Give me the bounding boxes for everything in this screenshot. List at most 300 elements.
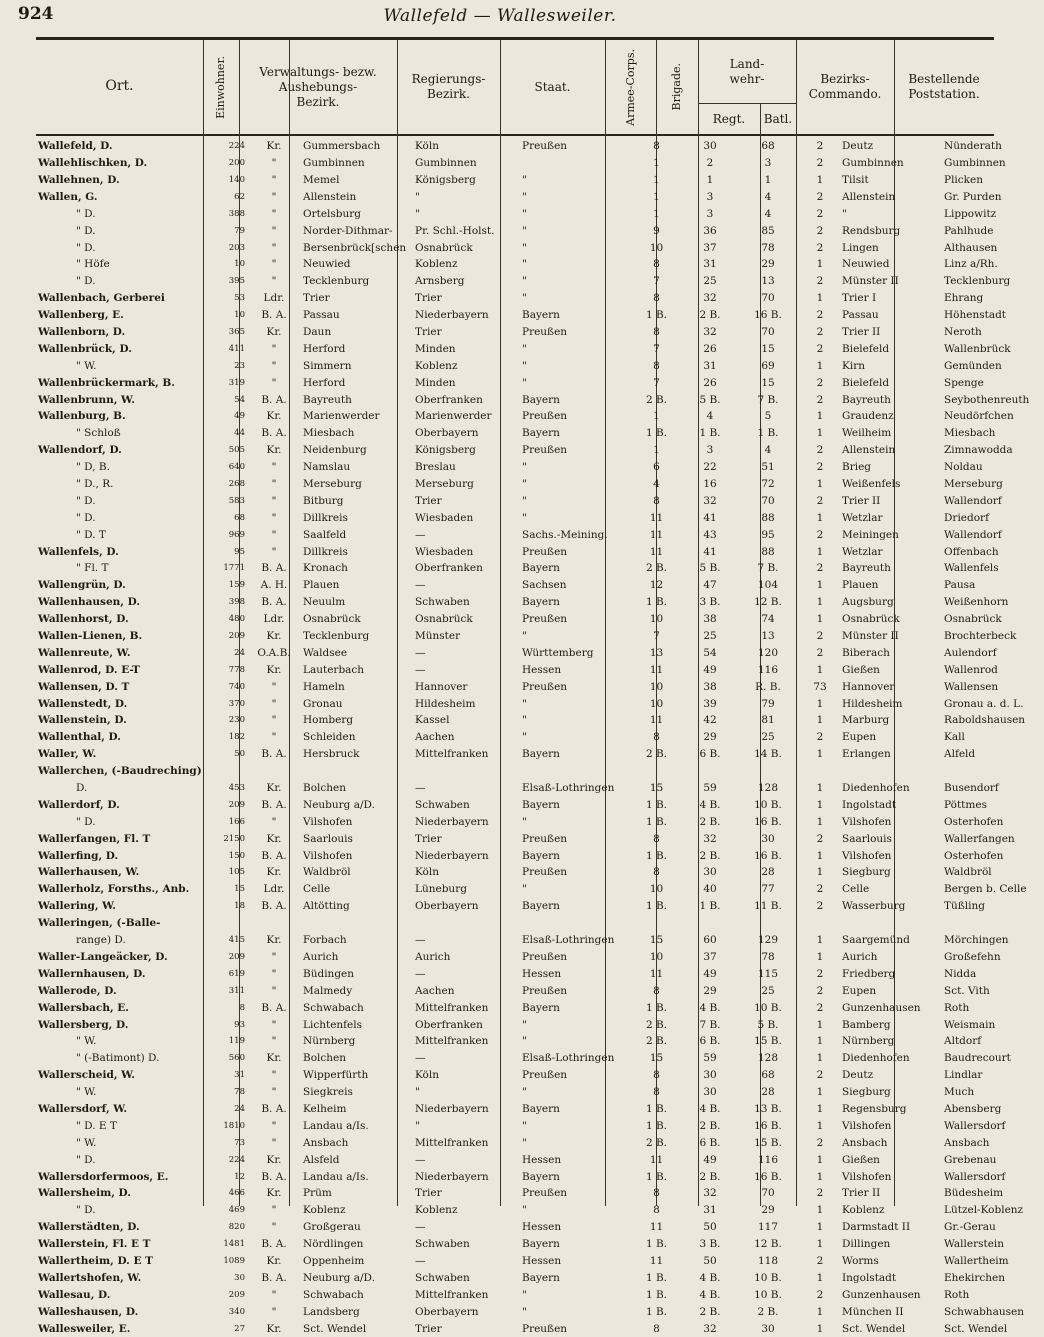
regierungsbezirk-cell: — <box>415 663 426 676</box>
population-cell: 583 <box>228 495 245 506</box>
regierungsbezirk-cell: — <box>415 967 426 980</box>
army-corps-cell: 11 <box>649 967 664 980</box>
table-row <box>36 459 1044 476</box>
place-name-cell: Wallenburg, B. <box>38 410 126 423</box>
landwehr-regiment-cell: 70 <box>761 494 775 507</box>
col-header-einwohner-label: Einwohner. <box>214 55 228 119</box>
table-row <box>36 611 1044 628</box>
table-row <box>36 746 1044 763</box>
place-name-cell: Wallenrod, D. E-T <box>38 663 140 676</box>
landwehr-regiment-cell: 78 <box>761 241 775 254</box>
table-row <box>36 915 1044 932</box>
post-station-cell: Tecklenburg <box>944 275 1011 288</box>
table-row <box>36 763 1044 780</box>
post-station-cell: Abensberg <box>944 1102 1002 1115</box>
brigade-cell: 4 B. <box>699 1102 721 1115</box>
battalion-cell: 1 <box>816 1271 824 1284</box>
district-cell: Großgerau <box>303 1221 361 1234</box>
battalion-cell: 73 <box>813 680 827 693</box>
post-station-cell: Gemünden <box>944 359 1002 372</box>
admin-type-cell: B. A. <box>261 1170 287 1183</box>
admin-type-cell: B. A. <box>261 596 287 609</box>
battalion-cell: 2 <box>816 1136 824 1149</box>
battalion-cell: 1 <box>816 697 824 710</box>
army-corps-cell: 8 <box>653 359 660 372</box>
army-corps-cell: 12 <box>649 579 664 592</box>
district-cell: Tecklenburg <box>303 275 370 288</box>
district-cell: Gronau <box>303 697 343 710</box>
army-corps-cell: 8 <box>653 292 660 305</box>
population-cell: 49 <box>234 411 245 422</box>
place-name-cell: " Fl. T <box>76 562 109 575</box>
admin-type-cell: " <box>271 478 277 490</box>
district-cell: Landsberg <box>303 1305 360 1318</box>
post-station-cell: Offenbach <box>944 545 999 558</box>
table-row <box>36 628 1044 645</box>
post-station-cell: Sct. Vith <box>944 984 990 997</box>
table-row <box>36 1202 1044 1219</box>
place-name-cell: Wallenborn, D. <box>38 325 126 338</box>
landwehr-regiment-cell: 10 B. <box>754 1288 782 1301</box>
table-row <box>36 408 1044 425</box>
district-command-cell: Saarlouis <box>842 832 892 845</box>
landwehr-regiment-cell: 13 B. <box>754 1102 782 1115</box>
population-cell: 119 <box>228 1036 245 1047</box>
table-row <box>36 442 1044 459</box>
landwehr-regiment-cell: 15 B. <box>754 1136 782 1149</box>
landwehr-regiment-cell: 79 <box>761 697 775 710</box>
state-cell: " <box>522 190 527 203</box>
place-name-cell: Wallenhorst, D. <box>38 613 129 626</box>
landwehr-regiment-cell: 16 B. <box>754 849 782 862</box>
regierungsbezirk-cell: Koblenz <box>415 1204 458 1217</box>
army-corps-cell: 11 <box>649 1221 664 1234</box>
battalion-cell: 2 <box>816 309 824 322</box>
district-command-cell: München II <box>842 1305 904 1318</box>
header-rule <box>36 134 994 136</box>
population-cell: 411 <box>228 343 245 354</box>
admin-type-cell: O.A.B. <box>257 646 291 659</box>
army-corps-cell: 2 B. <box>645 748 668 761</box>
table-row <box>36 1253 1044 1270</box>
district-command-cell: Gießen <box>842 1153 880 1166</box>
army-corps-cell: 11 <box>649 714 664 727</box>
landwehr-regiment-cell: 85 <box>761 224 775 237</box>
population-cell: 30 <box>234 1272 245 1283</box>
post-station-cell: Seybothenreuth <box>944 393 1030 406</box>
army-corps-cell: 9 <box>653 224 660 237</box>
population-cell: 820 <box>228 1222 245 1233</box>
district-command-cell: " <box>842 207 847 220</box>
district-command-cell: Trier I <box>842 292 877 305</box>
admin-type-cell <box>247 915 301 932</box>
district-command-cell: Gunzenhausen <box>842 1001 921 1014</box>
battalion-cell: 1 <box>816 950 824 963</box>
landwehr-regiment-cell: 12 B. <box>754 1238 782 1251</box>
place-name-cell: " W. <box>76 1086 97 1099</box>
place-name-cell: Wallehlischken, D. <box>38 157 148 170</box>
admin-type-cell: Kr. <box>266 1153 282 1166</box>
post-station-cell: Wallersdorf <box>944 1170 1006 1183</box>
population-cell: 12 <box>234 1171 245 1182</box>
district-command-cell <box>840 763 942 780</box>
brigade-cell: 38 <box>703 680 717 693</box>
table-row <box>36 560 1044 577</box>
population-cell: 24 <box>234 1103 245 1114</box>
battalion-cell: 1 <box>816 782 824 795</box>
regierungsbezirk-cell: — <box>415 528 426 541</box>
army-corps-cell: 10 <box>649 613 664 626</box>
district-cell: Bolchen <box>303 782 347 795</box>
battalion-cell: 2 <box>816 646 824 659</box>
landwehr-regiment-cell: 4 <box>764 190 772 203</box>
admin-type-cell: " <box>271 714 277 727</box>
district-command-cell: Deutz <box>842 1069 874 1082</box>
battalion-cell: 1 <box>816 410 824 423</box>
army-corps-cell: 1 B. <box>645 596 668 609</box>
district-cell: Bolchen <box>303 1052 347 1065</box>
place-name-cell: Wallenhausen, D. <box>38 596 140 609</box>
district-command-cell: Trier II <box>842 1187 881 1200</box>
regierungsbezirk-cell: Schwaben <box>415 798 470 811</box>
district-command-cell: Augsburg <box>842 596 894 609</box>
population-cell: 50 <box>234 749 245 760</box>
population-cell: 340 <box>228 1306 245 1317</box>
regierungsbezirk-cell <box>413 915 520 932</box>
brigade-cell: 49 <box>703 663 717 676</box>
regierungsbezirk-cell: Wiesbaden <box>415 511 474 524</box>
district-command-cell: Siegburg <box>842 866 891 879</box>
table-row <box>36 679 1044 696</box>
place-name-cell: Wallesweiler, E. <box>38 1322 131 1335</box>
place-name-cell: " D. <box>76 224 96 237</box>
brigade-cell: 4 B. <box>699 1271 721 1284</box>
regierungsbezirk-cell: Trier <box>415 1187 442 1200</box>
col-header-armee-label: Armee-Corps. <box>623 48 637 126</box>
regierungsbezirk-cell: Mittelfranken <box>415 1288 489 1301</box>
place-name-cell: Wallerscheid, W. <box>38 1069 135 1082</box>
place-name-cell: " D. <box>76 207 96 220</box>
battalion-cell: 1 <box>816 545 824 558</box>
army-corps-cell: 15 <box>649 782 664 795</box>
district-command-cell: Bayreuth <box>842 562 891 575</box>
state-cell: Bayern <box>522 849 560 862</box>
place-name-cell: Wallerfangen, Fl. T <box>38 832 151 845</box>
place-name-cell: Wallersberg, D. <box>38 1018 129 1031</box>
population-cell: 560 <box>228 1053 245 1064</box>
district-command-cell: Hildesheim <box>842 697 903 710</box>
district-cell: Simmern <box>303 359 352 372</box>
col-header-brigade <box>656 40 698 134</box>
table-row <box>36 358 1044 375</box>
district-command-cell: Aurich <box>842 950 878 963</box>
place-name-cell: Waller-Langeäcker, D. <box>38 950 168 963</box>
place-name-cell: Wallenbach, Gerberei <box>38 292 165 305</box>
regierungsbezirk-cell: Niederbayern <box>415 849 489 862</box>
state-cell: Bayern <box>522 1271 560 1284</box>
admin-type-cell: " <box>271 1018 277 1031</box>
place-name-cell: Wallersbach, E. <box>38 1001 129 1014</box>
district-cell: Vilshofen <box>303 849 353 862</box>
army-corps-cell: 15 <box>649 1052 664 1065</box>
table-row <box>36 831 1044 848</box>
district-command-cell: Ingolstadt <box>842 1271 897 1284</box>
regierungsbezirk-cell: Breslau <box>415 461 456 474</box>
admin-type-cell: Kr. <box>266 1187 282 1200</box>
army-corps-cell: 8 <box>653 1204 660 1217</box>
landwehr-regiment-cell: 3 <box>764 157 772 170</box>
table-row <box>36 1287 1044 1304</box>
population-cell: 140 <box>228 174 245 185</box>
brigade-cell: 1 B. <box>699 900 721 913</box>
population-cell: 27 <box>234 1323 245 1334</box>
district-command-cell: Münster II <box>842 630 899 643</box>
landwehr-regiment-cell: 10 B. <box>754 1271 782 1284</box>
army-corps-cell: 2 B. <box>645 1035 668 1048</box>
district-cell: Neuburg a/D. <box>303 798 375 811</box>
place-name-cell: Wallen, G. <box>38 190 98 203</box>
army-corps-cell: 10 <box>649 950 664 963</box>
regierungsbezirk-cell: Oberbayern <box>415 427 479 440</box>
population-cell: 1481 <box>223 1239 245 1250</box>
post-station-cell: Lindlar <box>944 1069 983 1082</box>
brigade-cell: 50 <box>703 1221 717 1234</box>
state-cell: " <box>522 292 527 305</box>
post-station-cell: Lützel-Koblenz <box>944 1204 1024 1217</box>
state-cell: Preußen <box>522 680 568 693</box>
state-cell: Preußen <box>522 325 568 338</box>
battalion-cell: 2 <box>816 1187 824 1200</box>
district-cell: Merseburg <box>303 478 362 490</box>
brigade-cell: 25 <box>703 275 717 288</box>
landwehr-regiment-cell: 95 <box>761 528 775 541</box>
admin-type-cell: Kr. <box>266 1052 282 1065</box>
army-corps-cell: 11 <box>649 511 664 524</box>
place-name-cell: Wallenreute, W. <box>38 646 131 659</box>
district-command-cell: Neuwied <box>842 258 890 271</box>
battalion-cell: 1 <box>816 934 824 947</box>
place-name-cell: Wallengrün, D. <box>38 579 126 592</box>
col-header-regt: Regt. <box>712 111 746 126</box>
col-header-landwehr: Land- wehr- <box>729 56 765 86</box>
admin-type-cell: B. A. <box>261 748 287 761</box>
army-corps-cell: 8 <box>653 1322 660 1335</box>
brigade-cell: 7 B. <box>699 1018 721 1031</box>
district-cell: Nördlingen <box>303 1238 364 1251</box>
district-command-cell: Passau <box>842 309 879 322</box>
district-command-cell: Weilheim <box>842 427 892 440</box>
district-command-cell: Koblenz <box>842 1204 885 1217</box>
place-name-cell: " D. <box>76 494 96 507</box>
army-corps-cell: 7 <box>653 376 660 389</box>
state-cell: Preußen <box>522 866 568 879</box>
district-command-cell: Hannover <box>842 680 895 693</box>
district-command-cell: Ingolstadt <box>842 798 897 811</box>
place-name-cell: Wallerstädten, D. <box>38 1221 140 1234</box>
admin-type-cell: Kr. <box>266 866 282 879</box>
population-cell: 388 <box>228 208 245 219</box>
district-cell: Kronach <box>303 562 348 575</box>
landwehr-regiment-cell: 128 <box>757 1052 779 1065</box>
landwehr-regiment-cell: 30 <box>761 832 775 845</box>
landwehr-regiment-cell: 68 <box>761 140 775 153</box>
population-cell: 619 <box>228 968 245 979</box>
regierungsbezirk-cell: Kassel <box>415 714 450 727</box>
table-row <box>36 864 1044 881</box>
landwehr-regiment-cell: 11 B. <box>754 900 782 913</box>
landwehr-regiment-cell: 78 <box>761 950 775 963</box>
place-name-cell: Wallenstein, D. <box>38 714 127 727</box>
district-command-cell: Saargemünd <box>842 934 910 947</box>
state-cell: " <box>522 342 527 355</box>
admin-type-cell: Kr. <box>266 444 282 457</box>
population-cell: 10 <box>234 259 245 270</box>
post-station-cell: Wallendorf <box>944 528 1002 541</box>
table-row <box>36 847 1044 864</box>
army-corps-cell: 10 <box>649 680 664 693</box>
post-station-cell: Wallensen <box>944 680 999 693</box>
population-cell: 224 <box>228 141 245 152</box>
brigade-cell: 4 <box>706 410 714 423</box>
population-cell: 395 <box>228 276 245 287</box>
admin-type-cell: " <box>271 258 277 271</box>
admin-type-cell: Kr. <box>266 934 282 947</box>
admin-type-cell: " <box>271 157 277 170</box>
population-cell: 23 <box>234 360 245 371</box>
landwehr-regiment-cell: 5 B. <box>757 1018 779 1031</box>
army-corps-cell: 6 <box>653 461 660 474</box>
population-cell: 505 <box>228 445 245 456</box>
regierungsbezirk-cell: " <box>415 190 420 203</box>
post-station-cell: Pausa <box>944 579 976 592</box>
landwehr-regiment-cell <box>736 915 800 932</box>
regierungsbezirk-cell: — <box>415 1254 426 1267</box>
district-cell: Dillkreis <box>303 511 348 524</box>
battalion-cell: 2 <box>816 376 824 389</box>
regierungsbezirk-cell: " <box>415 1086 420 1099</box>
table-row <box>36 932 1044 949</box>
battalion-cell: 2 <box>816 224 824 237</box>
army-corps-cell: 1 B. <box>645 798 668 811</box>
battalion-cell: 1 <box>816 1052 824 1065</box>
brigade-cell <box>684 763 736 780</box>
table-row <box>36 155 1044 172</box>
army-corps-cell: 1 B. <box>645 815 668 828</box>
army-corps-cell: 10 <box>649 697 664 710</box>
regierungsbezirk-cell: Wiesbaden <box>415 545 474 558</box>
population-cell: 150 <box>228 850 245 861</box>
population-cell: 15 <box>234 884 245 895</box>
brigade-cell: 36 <box>703 224 717 237</box>
col-header-ort: Ort. <box>105 78 134 95</box>
brigade-cell: 31 <box>703 1204 717 1217</box>
state-cell <box>520 915 629 932</box>
place-name-cell: Wallertshofen, W. <box>38 1271 142 1284</box>
brigade-cell: 4 B. <box>699 798 721 811</box>
place-name-cell: D. <box>76 782 88 795</box>
army-corps-cell: 1 B. <box>645 1102 668 1115</box>
population-cell: 268 <box>228 479 245 489</box>
state-cell: " <box>522 1119 527 1132</box>
battalion-cell: 2 <box>816 832 824 845</box>
admin-type-cell: " <box>271 376 277 389</box>
post-station-cell: Neudörfchen <box>944 410 1014 423</box>
district-cell: Koblenz <box>303 1204 346 1217</box>
battalion-cell: 1 <box>816 748 824 761</box>
population-cell: 466 <box>228 1188 245 1199</box>
state-cell: " <box>522 1305 527 1318</box>
regierungsbezirk-cell: Niederbayern <box>415 309 489 322</box>
district-command-cell: Friedberg <box>842 967 896 980</box>
army-corps-cell: 7 <box>653 630 660 643</box>
brigade-cell: 54 <box>703 646 717 659</box>
table-row <box>36 1270 1044 1287</box>
battalion-cell: 2 <box>816 444 824 457</box>
regierungsbezirk-cell: Niederbayern <box>415 1170 489 1183</box>
post-station-cell: Schwabhausen <box>944 1305 1024 1318</box>
col-header-brigade-label: Brigade. <box>670 63 684 111</box>
district-command-cell: Bamberg <box>842 1018 891 1031</box>
admin-type-cell: " <box>271 342 277 355</box>
place-name-cell: Walleringen, (-Balle- <box>38 917 161 930</box>
district-cell: Memel <box>303 173 340 186</box>
post-station-cell: Wallenrod <box>944 663 998 676</box>
state-cell: Elsaß-Lothringen <box>522 782 615 795</box>
district-cell: Schleiden <box>303 731 356 744</box>
landwehr-regiment-cell: 88 <box>761 511 775 524</box>
regierungsbezirk-cell: Niederbayern <box>415 815 489 828</box>
army-corps-cell: 11 <box>649 545 664 558</box>
district-cell: Herford <box>303 376 346 389</box>
post-station-cell: Pöttmes <box>944 798 987 811</box>
post-station-cell: Büdesheim <box>944 1187 1004 1200</box>
table-row <box>36 1236 1044 1253</box>
landwehr-regiment-cell: 13 <box>761 630 775 643</box>
brigade-cell: 5 B. <box>699 393 721 406</box>
population-cell: 311 <box>228 985 245 996</box>
admin-type-cell: " <box>271 1221 277 1234</box>
district-cell <box>301 763 413 780</box>
district-command-cell: Diedenhofen <box>842 1052 910 1065</box>
table-row <box>36 1219 1044 1236</box>
admin-type-cell: Ldr. <box>263 292 285 305</box>
state-cell: " <box>522 883 527 896</box>
population-cell: 230 <box>228 715 245 726</box>
landwehr-regiment-cell: 81 <box>761 714 775 727</box>
place-name-cell: Waller, W. <box>38 748 97 761</box>
regierungsbezirk-cell: Arnsberg <box>415 275 465 288</box>
brigade-cell: 59 <box>703 782 717 795</box>
brigade-cell: 1 B. <box>699 427 721 440</box>
admin-type-cell: " <box>271 224 277 237</box>
district-command-cell: Darmstadt II <box>842 1221 911 1234</box>
landwehr-regiment-cell: 116 <box>757 1153 779 1166</box>
table-row <box>36 189 1044 206</box>
army-corps-cell: 8 <box>653 1187 660 1200</box>
regierungsbezirk-cell: Osnabrück <box>415 613 473 626</box>
state-cell: " <box>522 258 527 271</box>
state-cell: Hessen <box>522 967 562 980</box>
battalion-cell: 1 <box>816 173 824 186</box>
regierungsbezirk-cell: Gumbinnen <box>415 157 477 170</box>
brigade-cell: 31 <box>703 258 717 271</box>
army-corps-cell: 1 B. <box>645 1119 668 1132</box>
regierungsbezirk-cell: Köln <box>415 140 440 153</box>
admin-type-cell: " <box>271 1035 277 1048</box>
admin-type-cell: " <box>271 528 277 541</box>
battalion-cell: 1 <box>816 511 824 524</box>
brigade-cell: 1 <box>706 173 714 186</box>
